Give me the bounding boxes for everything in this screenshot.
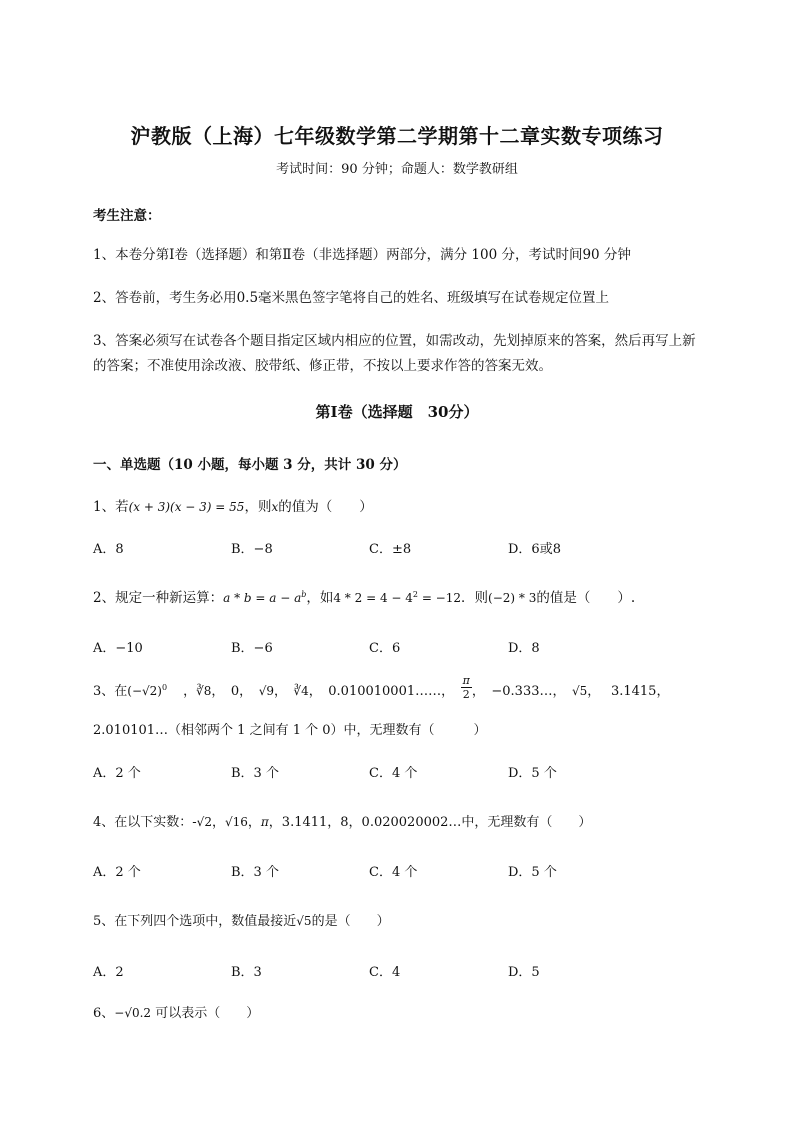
q4-root-16: √16 [224, 815, 248, 829]
question-2: 2、规定一种新运算：$a * b = a - a^b$，如$4 * 2 = 4 - 4^2 = -12$．则(−2) * 3的值是（ ）. [93, 590, 636, 606]
q3-item-7: $\frac{\pi}{2}$ [462, 674, 470, 701]
notice-item-3-cont: 的答案；不准使用涂改液、胶带纸、修正带，不按以上要求作答的答案无效。 [93, 358, 552, 374]
notice-item-2: 2、答卷前，考生务必用0.5毫米黑色签字笔将自己的姓名、班级填写在试卷规定位置上 [93, 290, 610, 306]
q3-option-b[interactable]: B．3 个 [231, 766, 279, 781]
notice-item-1: 1、本卷分第Ⅰ卷（选择题）和第Ⅱ卷（非选择题）两部分，满分 100 分，考试时间90 分钟 [93, 247, 631, 263]
q4-option-c[interactable]: C．4 个 [369, 865, 418, 880]
q1-expression: (x + 3)(x − 3) = 55 [128, 500, 245, 514]
question-3-line-2: 2.010101…（相邻两个 1 之间有 1 个 0）中，无理数有（ ） [93, 723, 487, 738]
q2-option-a[interactable]: A．−10 [93, 641, 143, 656]
q1-variable: x [271, 500, 279, 514]
q3-item-2: ∛8 [196, 684, 212, 698]
q3-item-4: √9 [258, 684, 274, 698]
notice-item-3: 3、答案必须写在试卷各个题目指定区域内相应的位置，如需改动，先划掉原来的答案，然后再写上新 [93, 333, 696, 349]
q4-root-2: √2 [196, 815, 212, 829]
question-3: 3、在$(-√2)^0$ ，∛8， 0， √9， ∛4， 0.010010001……， $\frac{\pi}{2}$ ， −0.333…， √5， 3.1415， [93, 674, 670, 701]
q3-item-5: ∛4 [293, 684, 309, 698]
q2-option-d[interactable]: D．8 [508, 641, 540, 656]
q5-option-b[interactable]: B．3 [231, 965, 262, 980]
question-1: 1、若(x + 3)(x − 3) = 55，则x的值为（ ） [93, 499, 373, 515]
q3-item-1: $(-√2)^0$ [127, 683, 168, 698]
q4-option-b[interactable]: B．3 个 [231, 865, 279, 880]
page-subtitle: 考试时间：90 分钟；命题人：数学教研组 [276, 162, 518, 177]
q4-option-d[interactable]: D．5 个 [508, 865, 557, 880]
question-5: 5、在下列四个选项中，数值最接近√5的是（ ） [93, 914, 390, 929]
q1-option-a[interactable]: A．8 [93, 542, 124, 557]
q1-option-b[interactable]: B．−8 [231, 542, 273, 557]
q5-root-5: √5 [296, 914, 312, 928]
q1-option-c[interactable]: C．±8 [369, 542, 412, 557]
q5-option-d[interactable]: D．5 [508, 965, 540, 980]
q5-option-a[interactable]: A．2 [93, 965, 124, 980]
q4-option-a[interactable]: A．2 个 [93, 865, 141, 880]
section-title: 第Ⅰ卷（选择题 30分） [315, 403, 479, 421]
q3-item-3: 0 [230, 684, 240, 699]
q2-option-c[interactable]: C．6 [369, 641, 401, 656]
q2-query: (−2) * 3 [488, 591, 537, 605]
question-4: 4、在以下实数：-√2，√16，π，3.1411，8，0.020020002…中，无理数有（ ） [93, 815, 592, 830]
q3-item-8: −0.333… [491, 684, 553, 699]
q6-expression: −√0.2 [114, 1006, 152, 1020]
question-6: 6、−√0.2 可以表示（ ） [93, 1006, 260, 1021]
notice-heading: 考生注意： [93, 208, 161, 224]
q3-item-9: √5 [572, 684, 588, 698]
q3-option-d[interactable]: D．5 个 [508, 766, 557, 781]
q2-option-b[interactable]: B．−6 [231, 641, 273, 656]
part-title: 一、单选题（10 小题，每小题 3 分，共计 30 分） [93, 457, 407, 473]
page-title: 沪教版（上海）七年级数学第二学期第十二章实数专项练习 [130, 124, 664, 148]
q3-item-10: 3.1415 [610, 684, 657, 699]
q4-pi: π [260, 815, 269, 829]
q2-definition: $a * b = a - a^b$ [223, 590, 307, 605]
q5-option-c[interactable]: C．4 [369, 965, 401, 980]
q3-option-a[interactable]: A．2 个 [93, 766, 141, 781]
q1-option-d[interactable]: D．6或8 [508, 542, 561, 557]
q3-item-6: 0.010010001…… [328, 684, 442, 699]
q2-example: $4 * 2 = 4 - 4^2 = -12$ [333, 590, 462, 605]
q3-option-c[interactable]: C．4 个 [369, 766, 418, 781]
